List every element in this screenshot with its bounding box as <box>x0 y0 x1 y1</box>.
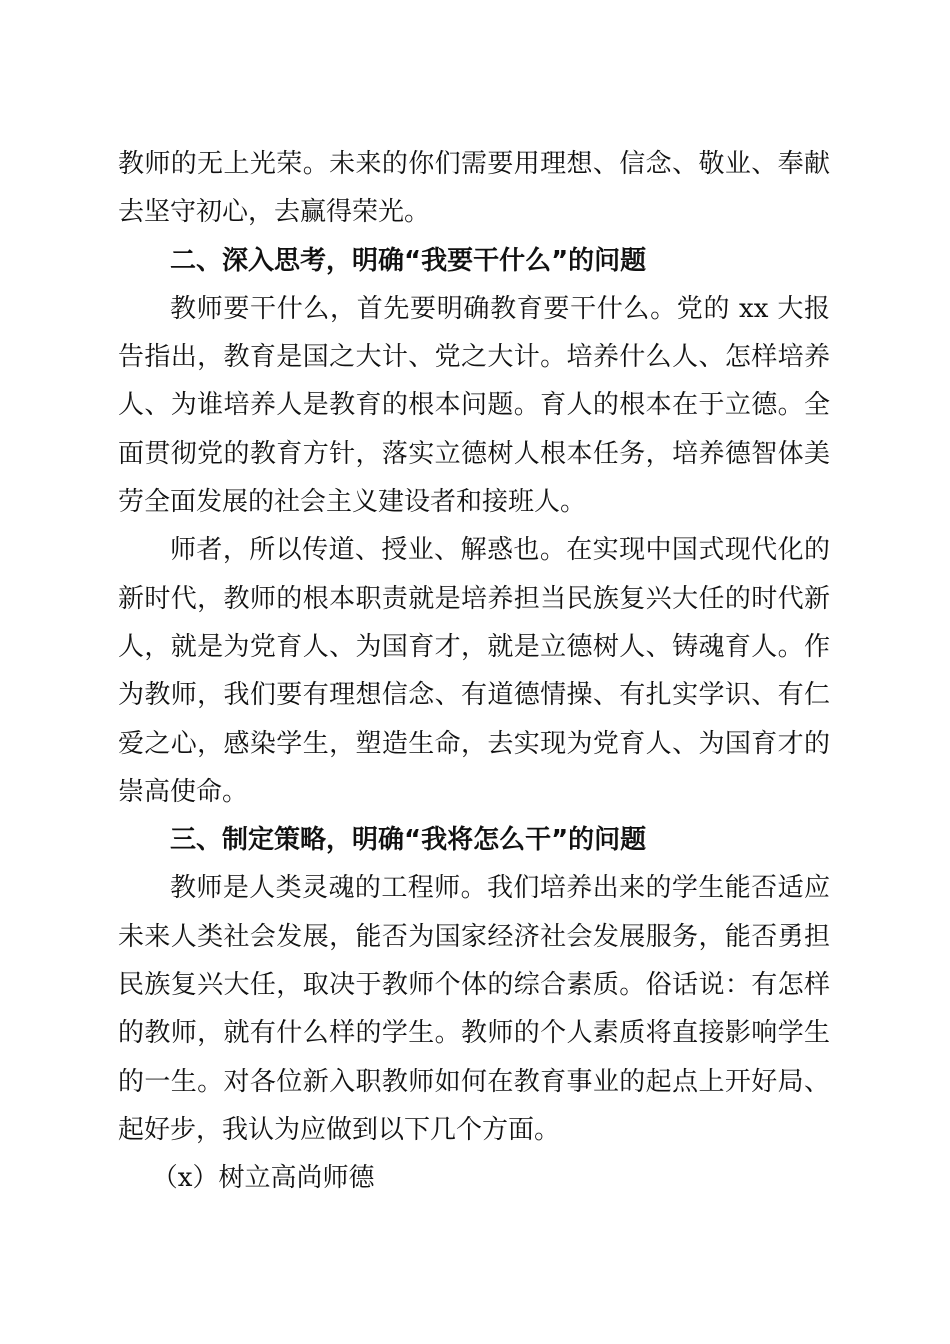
paragraph-teacher-duty: 师者，所以传道、授业、解惑也。在实现中国式现代化的新时代，教师的根本职责就是培养担当民族复兴大任的时代新人，就是为党育人、为国育才，就是立德树人、铸魂育人。作为教师，我们要有理想信念、有道德情操、有扎实学识、有仁爱之心，感染学生，塑造生命，去实现为党育人、为国育才的崇高使命。 <box>118 535 830 807</box>
section-heading-3: 三、制定策略，明确“我将怎么干”的问题 <box>170 825 647 856</box>
document-body <box>118 140 830 1203</box>
paragraph-continuation: 教师的无上光荣。未来的你们需要用理想、信念、敬业、奉献去坚守初心，去赢得荣光。 <box>118 149 830 228</box>
paragraph-education-goal: 教师要干什么，首先要明确教育要干什么。党的 xx 大报告指出，教育是国之大计、党之大计。培养什么人、怎样培养人、为谁培养人是教育的根本问题。育人的根本在于立德。全面贯彻党的教育方针，落实立德树人根本任务，培养德智体美劳全面发展的社会主义建设者和接班人。 <box>118 293 830 518</box>
paragraph-teacher-quality: 教师是人类灵魂的工程师。我们培养出来的学生能否适应未来人类社会发展，能否为国家经济社会发展服务，能否勇担民族复兴大任，取决于教师个体的综合素质。俗话说：有怎样的教师，就有什么样的学生。教师的个人素质将直接影响学生的一生。对各位新入职教师如何在教育事业的起点上开好局、起好步，我认为应做到以下几个方面。 <box>118 873 830 1145</box>
sub-heading-ethics: （x）树立高尚师德 <box>151 1163 375 1194</box>
section-heading-2: 二、深入思考，明确“我要干什么”的问题 <box>170 245 647 276</box>
